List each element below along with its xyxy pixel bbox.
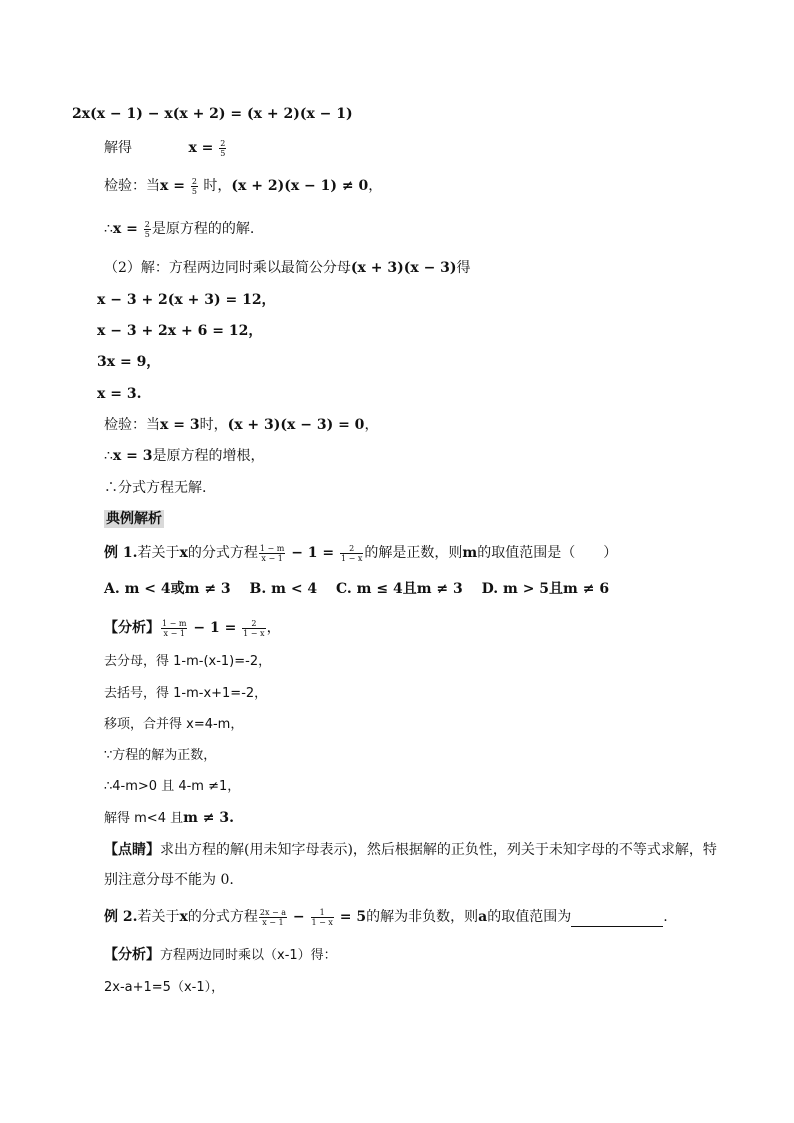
solve-lhs: x = — [188, 140, 219, 156]
step-line: 3x = 9， — [97, 354, 161, 370]
equation-line: 2x(x − 1) − x(x + 2) = (x + 2)(x − 1) — [72, 106, 353, 122]
example1-options: A. m < 4或m ≠ 3 B. m < 4 C. m ≤ 4且m ≠ 3 D. m > 5且m ≠ 6 — [104, 581, 610, 597]
tip-paragraph: 【点睛】求出方程的解(用未知字母表示)，然后根据解的正负性，列关于未知字母的不等式求解，特别注意分母不能为 0. — [104, 842, 717, 888]
analysis-step: ∴4-m>0 且 4-m ≠1， — [104, 779, 241, 794]
example2-question: 例 2.若关于x的分式方程 $\frac{2x - a}{x - 1}$ − $\frac{1}{1 - x}$ = 5的解为非负数，则a的取值范围为 . — [104, 907, 668, 927]
step-line: x = 3. — [97, 386, 142, 402]
solve-label: 解得 — [104, 140, 132, 156]
analysis-step: 移项，合并得 x=4-m， — [104, 717, 244, 732]
analysis-step: ∵方程的解为正数， — [104, 748, 217, 763]
analysis-step: 去分母，得 1-m-(x-1)=-2， — [104, 654, 272, 669]
step-line: x − 3 + 2(x + 3) = 12， — [97, 292, 276, 308]
solve-fraction: $\frac{2}{5}$ — [220, 138, 226, 158]
step-line: x − 3 + 2x + 6 = 12， — [97, 323, 263, 339]
section-title: 典例解析 — [106, 511, 162, 527]
fraction: $\frac{1 - m}{x - 1}$ — [162, 618, 187, 638]
fraction: $\frac{1 - m}{x - 1}$ — [259, 543, 285, 563]
check-line-2: 检验：当x = 3时，(x + 3)(x − 3) = 0， — [104, 417, 379, 433]
conclusion-line-2: ∴x = 3是原方程的增根， — [104, 448, 265, 464]
solution2-intro: （2）解：方程两边同时乘以最简公分母(x + 3)(x − 3)得 — [104, 260, 471, 276]
fraction: $\frac{1}{1 - x}$ — [311, 907, 333, 927]
check-fraction: $\frac{2}{5}$ — [191, 176, 197, 196]
example2-analysis: 【分析】方程两边同时乘以（x-1）得： — [104, 947, 337, 963]
fraction: $\frac{2}{1 - x}$ — [243, 618, 265, 638]
analysis-step: 去括号，得 1-m-x+1=-2， — [104, 686, 268, 701]
analysis-final: 解得 m<4 且m ≠ 3. — [104, 810, 235, 826]
conclusion-fraction: $\frac{2}{5}$ — [144, 219, 150, 239]
example1-analysis: 【分析】 $\frac{1 - m}{x - 1}$ − 1 = $\frac{2}{1 - x}$ ， — [104, 618, 281, 638]
fraction: $\frac{2}{1 - x}$ — [341, 543, 363, 563]
conclusion-line-1: ∴x = $\frac{2}{5}$ 是原方程的的解. — [104, 219, 255, 239]
fraction: $\frac{2x - a}{x - 1}$ — [259, 907, 287, 927]
check-line-1: 检验：当x = $\frac{2}{5}$ 时，(x + 2)(x − 1) ≠ 0， — [104, 176, 383, 196]
example1-question: 例 1.若关于x的分式方程 $\frac{1 - m}{x - 1}$ − 1 = $\frac{2}{1 - x}$ 的解是正数，则m的取值范围是（ ） — [104, 543, 618, 563]
answer-blank — [571, 912, 663, 927]
conclusion-line-3: ∴分式方程无解. — [104, 480, 207, 496]
solve-line — [104, 138, 227, 158]
analysis-step: 2x-a+1=5（x-1）， — [104, 980, 225, 995]
